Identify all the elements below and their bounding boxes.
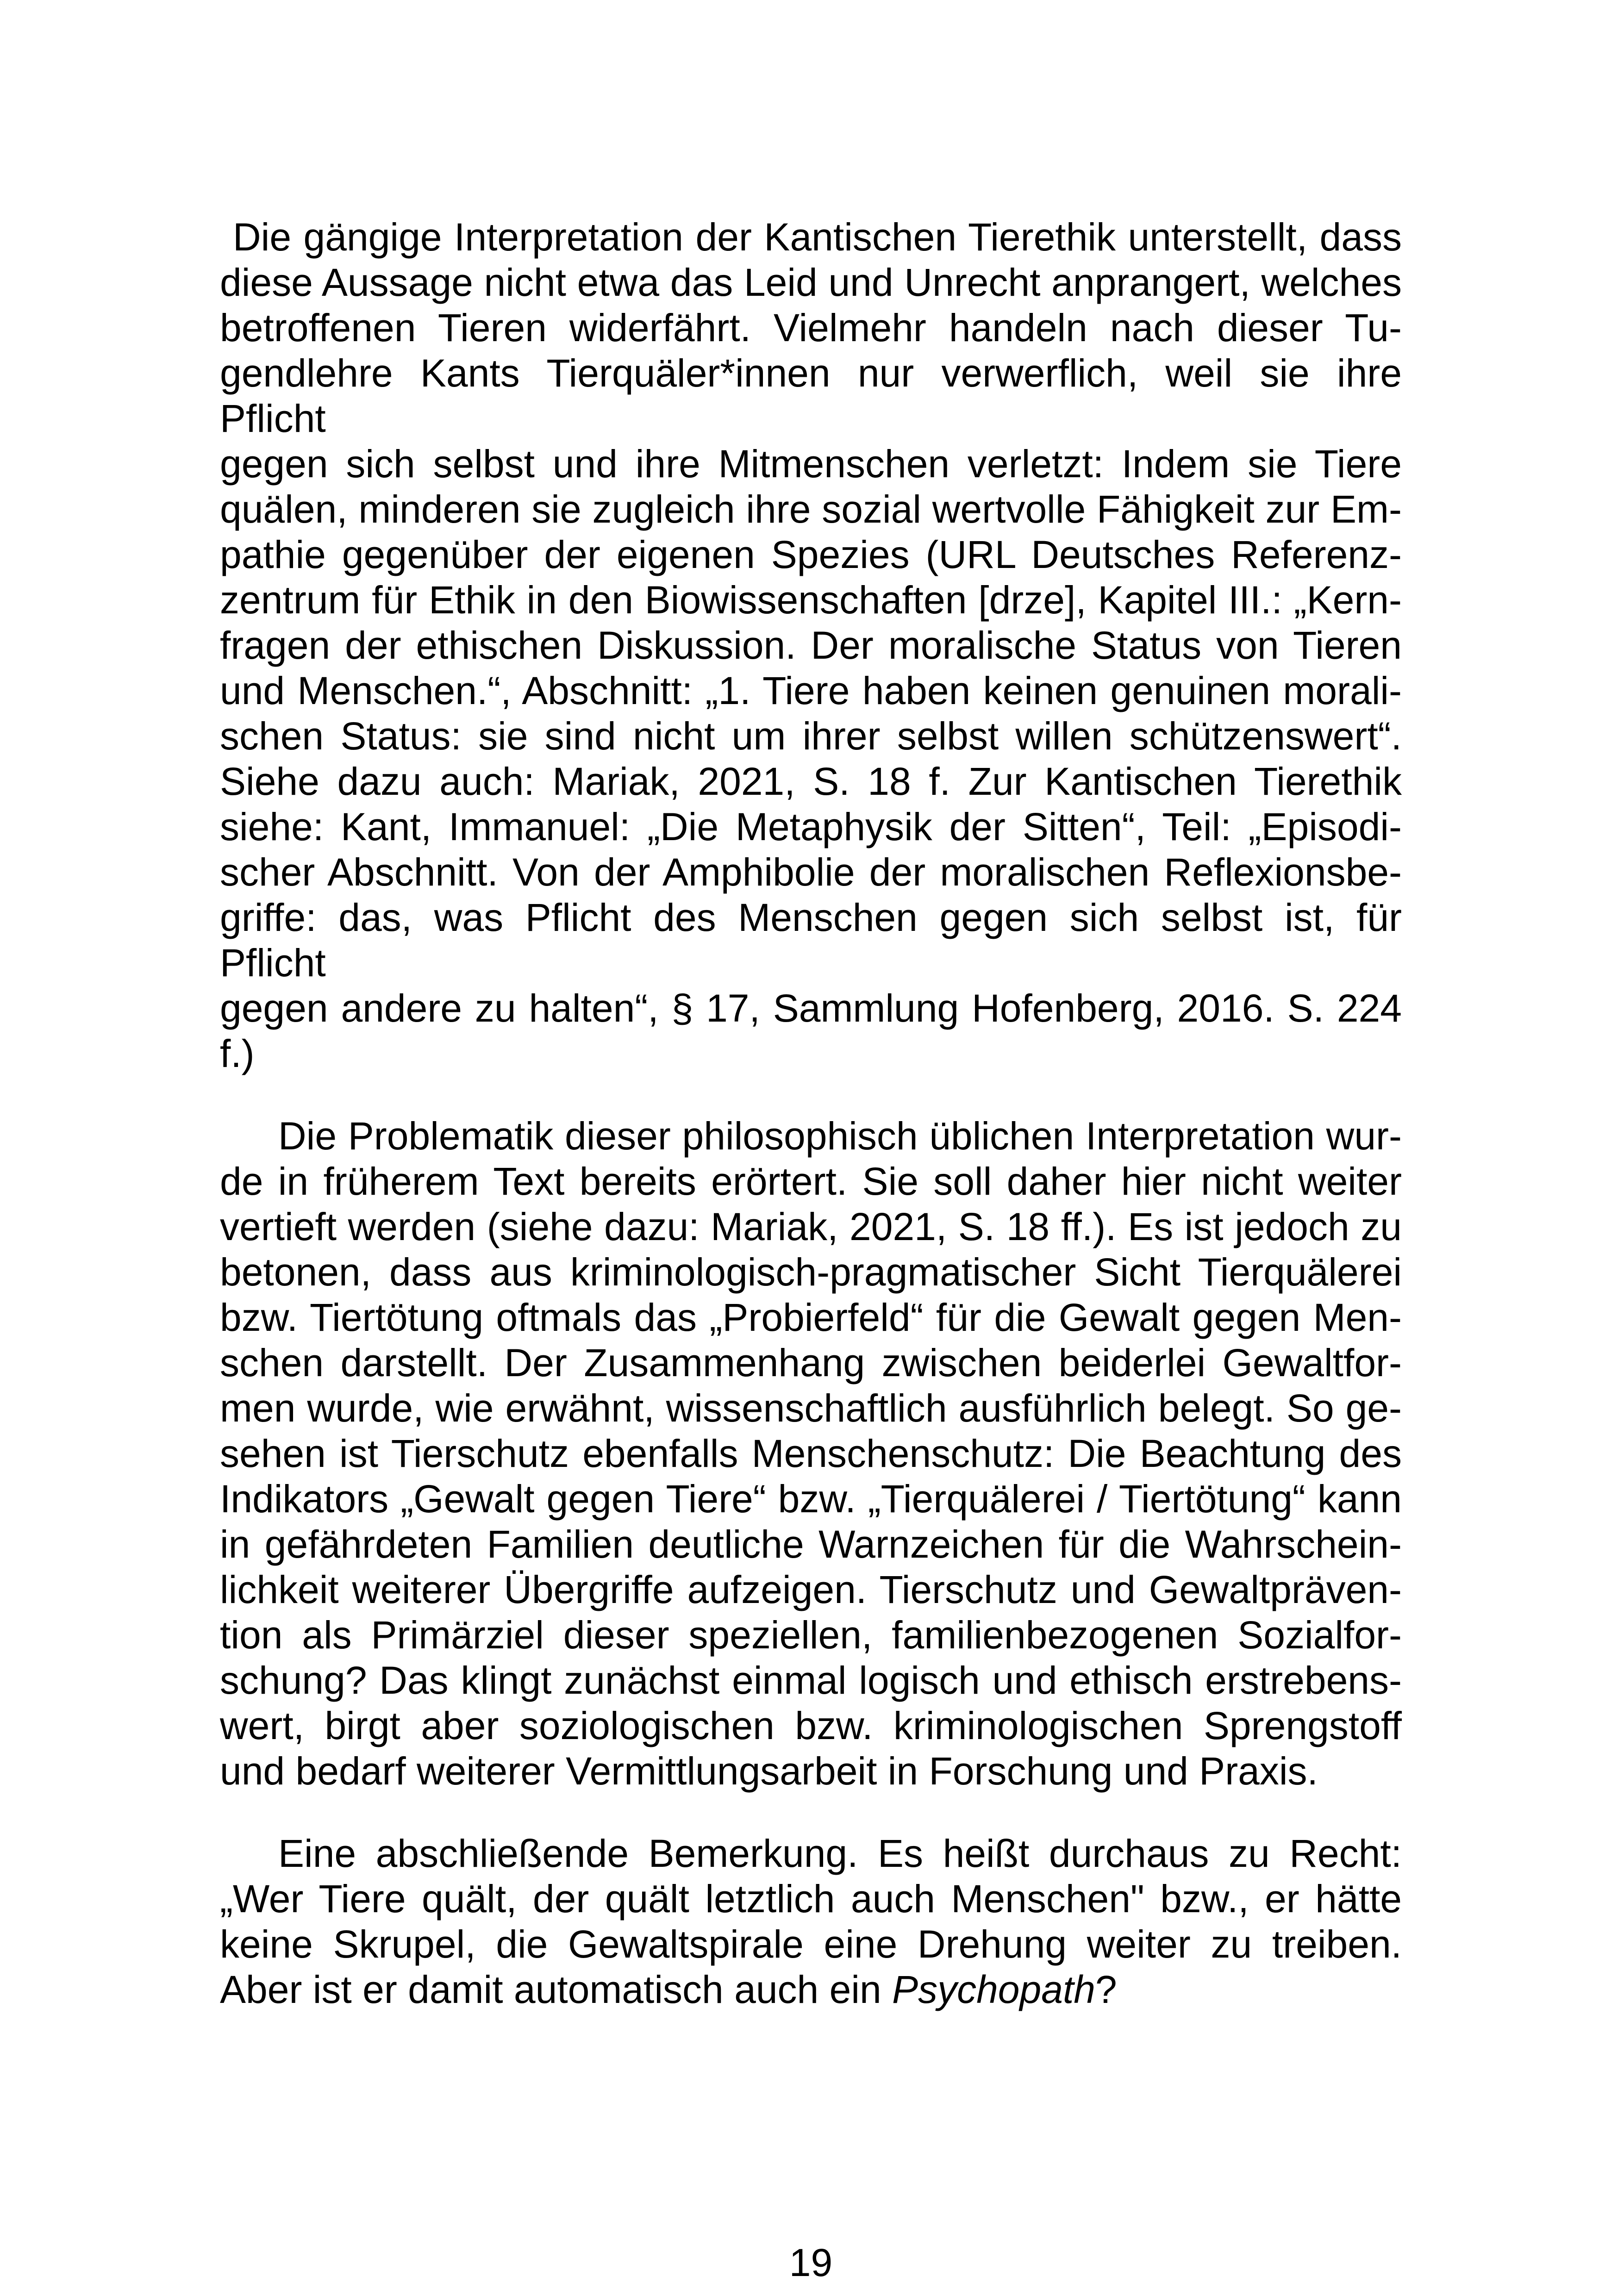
text-line: fragen der ethischen Diskussion. Der moralische Status von Tieren [220,624,1402,667]
text-line: wert, birgt aber soziologischen bzw. kriminologischen Sprengstoff [220,1704,1402,1747]
text-line: Eine abschließende Bemerkung. Es heißt durchaus zu Recht: [278,1832,1402,1875]
text-line: Die gängige Interpretation der Kantischen Tierethik unterstellt, dass [233,215,1402,259]
text-line: siehe: Kant, Immanuel: „Die Metaphysik der Sitten“, Teil: „Episodi- [220,805,1402,848]
paragraph-1 [220,214,1402,1076]
text-line: tion als Primärziel dieser speziellen, familienbezogenen Sozialfor- [220,1613,1402,1657]
text-line: zentrum für Ethik in den Biowissenschaften [drze], Kapitel III.: „Kern- [220,578,1402,622]
emphasized-word: Psychopath [892,1968,1095,2011]
text-line: keine Skrupel, die Gewaltspirale eine Drehung weiter zu treiben. [220,1922,1402,1966]
text-line: und Menschen.“, Abschnitt: „1. Tiere haben keinen genuinen morali- [220,669,1402,712]
text-line: gendlehre Kants Tierquäler*innen nur verwerflich, weil sie ihre Pflicht [220,351,1402,440]
text-line: schen Status: sie sind nicht um ihrer selbst willen schützenswert“. [220,714,1402,758]
paragraph-3 [220,1831,1402,2012]
text-line: pathie gegenüber der eigenen Spezies (URL Deutsches Referenz- [220,533,1402,576]
text-line: gegen sich selbst und ihre Mitmenschen verletzt: Indem sie Tiere [220,442,1402,486]
text-line: betroffenen Tieren widerfährt. Vielmehr handeln nach dieser Tu- [220,306,1402,349]
text-line: griffe: das, was Pflicht des Menschen gegen sich selbst ist, für Pflicht [220,896,1402,985]
text-line: lichkeit weiterer Übergriffe aufzeigen. Tierschutz und Gewaltpräven- [220,1568,1402,1611]
text-line: betonen, dass aus kriminologisch-pragmatischer Sicht Tierquälerei [220,1250,1402,1294]
text-segment: Aber ist er damit automatisch auch ein [220,1968,893,2011]
text-line: und bedarf weiterer Vermittlungsarbeit in Forschung und Praxis. [220,1749,1318,1793]
text-line: gegen andere zu halten“, § 17, Sammlung Hofenberg, 2016. S. 224 [220,986,1402,1030]
text-line: vertieft werden (siehe dazu: Mariak, 2021, S. 18 ff.). Es ist jedoch zu [220,1205,1402,1248]
text-line: bzw. Tiertötung oftmals das „Probierfeld“ für die Gewalt gegen Men- [220,1296,1402,1339]
text-line: schung? Das klingt zunächst einmal logisch und ethisch erstrebens- [220,1659,1402,1702]
text-line: quälen, minderen sie zugleich ihre sozial wertvolle Fähigkeit zur Em- [220,487,1402,531]
text-line: sehen ist Tierschutz ebenfalls Menschenschutz: Die Beachtung des [220,1432,1402,1475]
text-line: Indikators „Gewalt gegen Tiere“ bzw. „Tierquälerei / Tiertötung“ kann [220,1477,1402,1521]
page-number: 19 [789,2241,833,2284]
text-line: men wurde, wie erwähnt, wissenschaftlich ausführlich belegt. So ge- [220,1386,1402,1430]
paragraph-2 [220,1113,1402,1794]
text-segment: ? [1095,1968,1117,2011]
text-line: in gefährdeten Familien deutliche Warnzeichen für die Wahrschein- [220,1522,1402,1566]
text-line: scher Abschnitt. Von der Amphibolie der moralischen Reflexionsbe- [220,850,1402,894]
text-line: „Wer Tiere quält, der quält letztlich auch Menschen" bzw., er hätte [220,1877,1402,1921]
text-line: de in früherem Text bereits erörtert. Sie soll daher hier nicht weiter [220,1160,1402,1203]
text-line: schen darstellt. Der Zusammenhang zwischen beiderlei Gewaltfor- [220,1341,1402,1384]
text-line [220,1967,1402,2012]
text-line: f.) [220,1032,255,1075]
text-line: Siehe dazu auch: Mariak, 2021, S. 18 f. Zur Kantischen Tierethik [220,760,1402,803]
text-line: diese Aussage nicht etwa das Leid und Unrecht anprangert, welches [220,261,1402,304]
text-line: Die Problematik dieser philosophisch üblichen Interpretation wur- [278,1114,1402,1158]
